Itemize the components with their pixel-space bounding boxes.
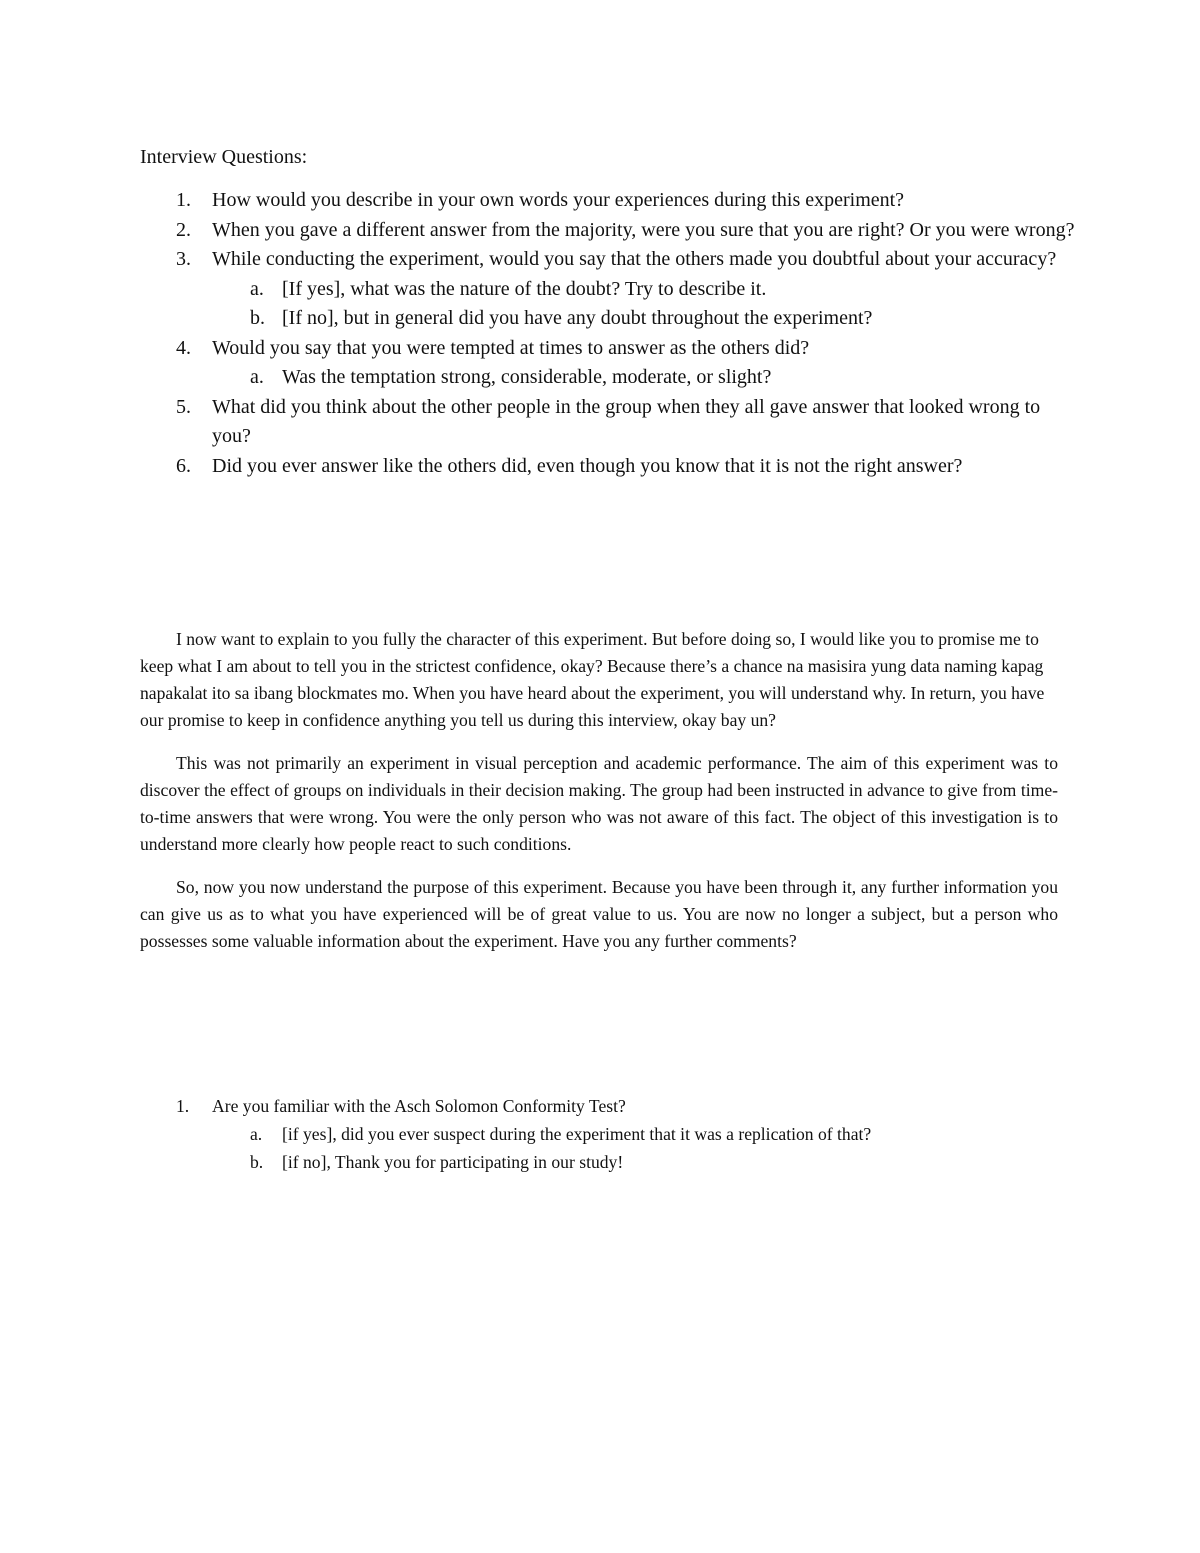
question-text: Would you say that you were tempted at times to answer as the others did? bbox=[212, 336, 810, 359]
sub-question-text: [If yes], what was the nature of the doubt? Try to describe it. bbox=[282, 277, 767, 300]
sub-question-text: [if no], Thank you for participating in our study! bbox=[282, 1152, 624, 1172]
question-number: 3. bbox=[176, 248, 191, 270]
question-item bbox=[140, 216, 1080, 246]
sub-question-item bbox=[212, 304, 1080, 334]
question-item bbox=[140, 186, 1080, 216]
sub-question-list bbox=[212, 363, 1080, 393]
question-number: 6. bbox=[176, 454, 191, 477]
question-item bbox=[140, 452, 1080, 482]
sub-question-item bbox=[212, 1148, 1080, 1176]
debrief-paragraph: So, now you now understand the purpose of this experiment. Because you have been through it, any further information you can give us as to what you have experienced will be of great value to us. You are now no longer a subject, but a person who possesses some valuable information about the experiment. Have you any further comments? bbox=[140, 877, 1058, 951]
question-item bbox=[140, 334, 1080, 393]
sub-question-letter: a. bbox=[250, 277, 264, 300]
question-item bbox=[140, 245, 1080, 334]
sub-question-letter: a. bbox=[250, 366, 264, 388]
question-number: 1. bbox=[176, 1096, 190, 1116]
question-text: When you gave a different answer from the majority, were you sure that you are right? Or you were wrong? bbox=[212, 218, 1075, 241]
question-number: 5. bbox=[176, 395, 191, 418]
question-text: Did you ever answer like the others did, even though you know that it is not the right answer? bbox=[212, 454, 963, 477]
debrief-paragraph: I now want to explain to you fully the character of this experiment. But before doing so, I would like you to promise me to keep what I am about to tell you in the strictest confidence, okay? Because there’s a chance na masisira yung data naming kapag napakalat ito sa ibang blockmates mo. When you have heard about the experiment, you will understand why. In return, you have our promise to keep in confidence anything you tell us during this interview, okay bay un? bbox=[140, 629, 1045, 730]
sub-question-list bbox=[212, 1120, 1080, 1176]
interview-question-list bbox=[140, 186, 1080, 481]
sub-question-text: Was the temptation strong, considerable, moderate, or slight? bbox=[282, 366, 772, 388]
final-question-list bbox=[140, 1092, 1080, 1176]
sub-question-list bbox=[212, 275, 1080, 334]
sub-question-item bbox=[212, 363, 1080, 393]
sub-question-text: [If no], but in general did you have any doubt throughout the experiment? bbox=[282, 307, 873, 329]
debrief-paragraph: This was not primarily an experiment in visual perception and academic performance. The aim of this experiment was to discover the effect of groups on individuals in their decision making. The group had been instructed in advance to give from time-to-time answers that were wrong. You were the only person who was not aware of this fact. The object of this investigation is to understand more clearly how people react to such conditions. bbox=[140, 753, 1058, 854]
question-number: 2. bbox=[176, 218, 191, 241]
question-text: Are you familiar with the Asch Solomon Conformity Test? bbox=[212, 1096, 626, 1116]
question-item bbox=[140, 1092, 1080, 1176]
question-item bbox=[140, 393, 1080, 452]
question-number: 1. bbox=[176, 189, 191, 211]
sub-question-item bbox=[212, 1120, 1080, 1148]
page-title: Interview Questions: bbox=[140, 146, 308, 168]
sub-question-text: [if yes], did you ever suspect during the experiment that it was a replication of that? bbox=[282, 1124, 872, 1144]
question-text: While conducting the experiment, would you say that the others made you doubtful about your accuracy? bbox=[212, 248, 1057, 270]
sub-question-letter: a. bbox=[250, 1124, 263, 1144]
question-number: 4. bbox=[176, 336, 191, 359]
sub-question-item bbox=[212, 275, 1080, 305]
sub-question-letter: b. bbox=[250, 307, 265, 329]
question-text: How would you describe in your own words your experiences during this experiment? bbox=[212, 189, 905, 211]
question-text: What did you think about the other people in the group when they all gave answer that looked wrong to you? bbox=[212, 395, 1041, 447]
sub-question-letter: b. bbox=[250, 1152, 264, 1172]
debriefing-text bbox=[140, 626, 1058, 971]
